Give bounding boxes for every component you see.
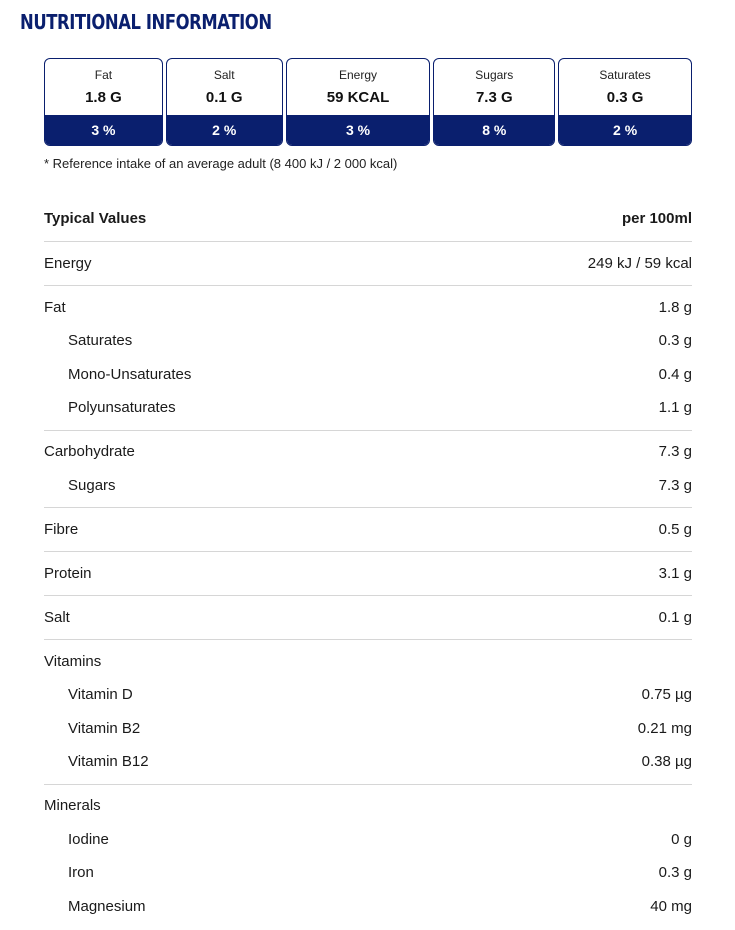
nutrient-value: 0.3 g xyxy=(658,864,692,881)
gda-card-salt xyxy=(166,58,283,146)
table-row xyxy=(44,683,692,707)
nutrient-value: 0.1 g xyxy=(658,608,692,626)
gda-value: 0.3 G xyxy=(606,89,644,106)
table-row xyxy=(44,473,692,497)
header-typical-values: Typical Values xyxy=(44,210,147,227)
nutrient-value: 40 mg xyxy=(650,897,692,915)
nutrient-name: Fibre xyxy=(44,520,79,538)
gda-label: Fat xyxy=(94,68,113,82)
table-row xyxy=(44,396,692,420)
gda-card-sugars xyxy=(433,58,555,146)
table-row xyxy=(44,362,692,386)
nutrient-name: Vitamin D xyxy=(68,686,133,703)
nutrient-name: Carbohydrate xyxy=(44,443,135,460)
nutrient-name: Energy xyxy=(44,254,92,272)
nutrient-value: 0.5 g xyxy=(658,520,692,538)
gda-value: 1.8 G xyxy=(85,89,122,106)
nutrient-value: 0.38 µg xyxy=(641,753,692,770)
table-row xyxy=(44,605,692,629)
gda-percent: 2 % xyxy=(167,115,282,145)
nutrient-name: Iodine xyxy=(68,830,109,848)
gda-label: Saturates xyxy=(599,68,651,82)
table-row xyxy=(44,861,692,885)
nutrient-value: 1.1 g xyxy=(658,399,692,416)
nutrient-value: 1.8 g xyxy=(658,298,692,316)
gda-card-saturates xyxy=(558,58,692,146)
nutrient-name: Polyunsaturates xyxy=(68,399,176,416)
table-group xyxy=(44,286,692,431)
table-group xyxy=(44,508,692,552)
nutrient-value: 7.3 g xyxy=(658,443,692,460)
nutrient-value: 0.21 mg xyxy=(637,719,692,737)
header-per-100ml: per 100ml xyxy=(621,210,692,227)
nutrient-name: Vitamin B2 xyxy=(68,719,141,737)
nutrient-value: 7.3 g xyxy=(658,476,692,494)
gda-percent: 3 % xyxy=(287,115,430,145)
table-row xyxy=(44,894,692,918)
gda-label: Energy xyxy=(338,68,378,82)
table-row xyxy=(44,794,692,818)
nutrient-name: Minerals xyxy=(44,797,101,814)
nutrient-value: 0.3 g xyxy=(658,332,692,349)
nutrient-name: Vitamins xyxy=(44,652,102,670)
nutrient-name: Iron xyxy=(68,864,94,881)
table-row xyxy=(44,750,692,774)
gda-percent: 3 % xyxy=(45,115,162,145)
nutrient-value: 0.75 µg xyxy=(641,686,692,703)
reference-intake-cards xyxy=(44,58,692,146)
table-row xyxy=(44,561,692,585)
reference-intake-note: * Reference intake of an average adult (8 400 kJ / 2 000 kcal) xyxy=(44,156,398,171)
nutrient-name: Salt xyxy=(44,608,70,626)
nutrient-name: Magnesium xyxy=(68,897,146,915)
table-row xyxy=(44,251,692,275)
gda-percent: 8 % xyxy=(434,115,554,145)
nutrient-value: 249 kJ / 59 kcal xyxy=(587,254,692,272)
table-group xyxy=(44,431,692,509)
table-body xyxy=(44,242,692,928)
nutrient-value: 3.1 g xyxy=(658,564,692,582)
page-title: NUTRITIONAL INFORMATION xyxy=(20,10,272,34)
table-group xyxy=(44,552,692,596)
nutrient-name: Sugars xyxy=(68,476,116,494)
table-group xyxy=(44,596,692,640)
gda-label: Salt xyxy=(213,68,235,82)
nutrient-name: Vitamin B12 xyxy=(68,753,149,770)
nutrition-table xyxy=(44,196,692,928)
gda-label: Sugars xyxy=(475,68,514,82)
nutrient-name: Mono-Unsaturates xyxy=(68,365,192,383)
table-header xyxy=(44,196,692,242)
table-group xyxy=(44,785,692,929)
gda-value: 59 KCAL xyxy=(326,89,390,106)
gda-value: 0.1 G xyxy=(205,89,243,106)
table-row xyxy=(44,827,692,851)
table-row xyxy=(44,517,692,541)
nutrient-value: 0.4 g xyxy=(658,365,692,383)
table-row xyxy=(44,295,692,319)
gda-value: 7.3 G xyxy=(475,89,513,106)
table-row xyxy=(44,716,692,740)
table-group xyxy=(44,242,692,286)
gda-card-fat xyxy=(44,58,163,146)
table-group xyxy=(44,640,692,785)
table-row xyxy=(44,329,692,353)
nutrient-value: 0 g xyxy=(671,830,692,848)
nutrient-name: Saturates xyxy=(68,332,133,349)
table-row xyxy=(44,440,692,464)
table-row xyxy=(44,649,692,673)
nutrient-name: Fat xyxy=(44,298,66,316)
gda-card-energy xyxy=(286,58,431,146)
nutrient-name: Protein xyxy=(44,564,92,582)
gda-percent: 2 % xyxy=(559,115,691,145)
